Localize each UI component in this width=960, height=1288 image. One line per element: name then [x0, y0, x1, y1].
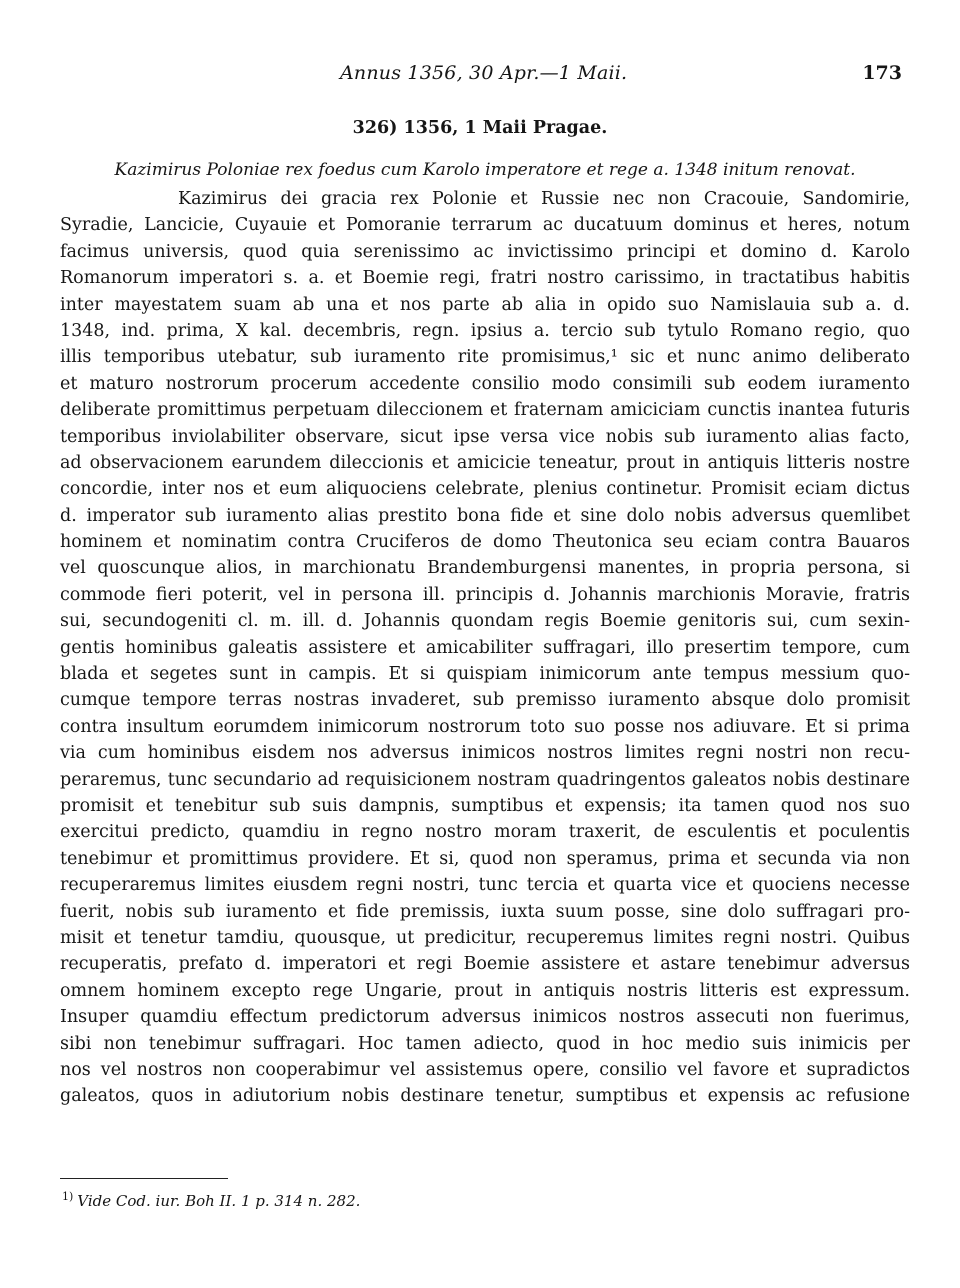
- footnote-rule: [60, 1178, 228, 1179]
- text-line: galeatos, quos in adiutorium nobis destinare tenetur, sumptibus et expensis ac refusione: [60, 1086, 910, 1107]
- text-line: exercitui predicto, quamdiu in regno nostro moram traxerit, de esculentis et poculentis: [60, 822, 910, 843]
- text-line: inter mayestatem suam ab una et nos parte ab alia in opido suo Namislauia sub a. d.: [60, 294, 910, 315]
- text-line: sibi non tenebimur suffragari. Hoc tamen adiecto, quod in hoc medio suis inimicis per: [60, 1033, 910, 1054]
- text-line: commode fieri poterit, vel in persona ill. principis d. Johannis marchionis Moravie, fratris: [60, 584, 910, 605]
- text-line: concordie, inter nos et eum aliquociens celebrate, plenius continetur. Promisit eciam dictus: [60, 479, 910, 500]
- text-line: misit et tenetur tamdiu, quousque, ut predicitur, recuperemus limites regni nostri. Quibus: [60, 927, 910, 948]
- text-line: temporibus inviolabiliter observare, sicut ipse versa vice nobis sub iuramento alias facto,: [60, 426, 910, 447]
- text-line: 1348, ind. prima, X kal. decembris, regn. ipsius a. tercio sub tytulo Romano regio, quo: [60, 320, 910, 341]
- text-line: illis temporibus utebatur, sub iuramento rite promisimus,¹ sic et nunc animo deliberato: [60, 347, 910, 368]
- entry-regest: Kazimirus Poloniae rex foedus cum Karolo imperatore et rege a. 1348 initum renovat.: [114, 160, 856, 180]
- text-line: gentis hominibus galeatis assistere et amicabiliter suffragari, illo presertim tempore, cum: [60, 637, 910, 658]
- text-line: nos vel nostros non cooperabimur vel assistemus opere, consilio vel favore et supradictos: [60, 1059, 910, 1080]
- text-line: blada et segetes sunt in campis. Et si quispiam inimicorum ante tempus messium quo-: [60, 664, 910, 685]
- footnote-mark: 1): [62, 1190, 74, 1203]
- text-line: recuperatis, prefato d. imperatori et regi Boemie assistere et astare tenebimur adversus: [60, 954, 910, 975]
- page-number: 173: [862, 62, 902, 84]
- footnote-text: Vide Cod. iur. Boh II. 1 p. 314 n. 282.: [77, 1192, 361, 1210]
- text-line: vel quoscunque alios, in marchionatu Brandemburgensi manentes, in propria persona, si: [60, 558, 910, 579]
- document-body: [60, 186, 910, 1110]
- text-line: fuerit, nobis sub iuramento et fide premissis, iuxta suum posse, sine dolo suffragari pro-: [60, 901, 910, 922]
- text-line: sui, secundogeniti cl. m. ill. d. Johannis quondam regis Boemie genitoris sui, cum sexin-: [60, 611, 910, 632]
- text-line: via cum hominibus eisdem nos adversus inimicos nostros limites regni nostri non recu-: [60, 743, 910, 764]
- text-line: Romanorum imperatori s. a. et Boemie regi, fratri nostro carissimo, in tractatibus habitis: [60, 268, 910, 289]
- running-head: Annus 1356, 30 Apr.—1 Maii.: [340, 62, 628, 84]
- text-line: et maturo nostrorum procerum accedente consilio modo consimili sub eodem iuramento: [60, 373, 910, 394]
- text-line: facimus universis, quod quia serenissimo ac invictissimo principi et domino d. Karolo: [60, 241, 910, 262]
- text-line: ad observacionem earundem dileccionis et amicicie teneatur, prout in antiquis litteris nostre: [60, 452, 910, 473]
- text-line: omnem hominem excepto rege Ungarie, prout in antiquis nostris litteris est expressum.: [60, 980, 910, 1001]
- text-line: d. imperator sub iuramento alias prestito bona fide et sine dolo nobis adversus quemlibet: [60, 505, 910, 526]
- text-line: Kazimirus dei gracia rex Polonie et Russie nec non Cracouie, Sandomirie,: [178, 189, 910, 209]
- text-line: deliberate promittimus perpetuam dileccionem et fraternam amiciciam cunctis inantea futuris: [60, 400, 910, 421]
- text-line: recuperaremus limites eiusdem regni nostri, tunc tercia et quarta vice et quociens necesse: [60, 875, 910, 896]
- text-line: promisit et tenebitur sub suis dampnis, sumptibus et expensis; ita tamen quod nos suo: [60, 795, 910, 816]
- text-line: contra insultum eorumdem inimicorum nostrorum toto suo posse nos adiuvare. Et si prima: [60, 716, 910, 737]
- entry-heading: 326) 1356, 1 Maii Pragae.: [352, 118, 608, 138]
- text-line: peraremus, tunc secundario ad requisicionem nostram quadringentos galeatos nobis destinare: [60, 769, 910, 790]
- text-line: tenebimur et promittimus providere. Et si, quod non speramus, prima et secunda via non: [60, 848, 910, 869]
- footnote: [62, 1190, 360, 1210]
- text-line: Insuper quamdiu effectum predictorum adversus inimicos nostros assecuti non fuerimus,: [60, 1007, 910, 1028]
- text-line: Syradie, Lancicie, Cuyauie et Pomoranie terrarum ac ducatuum dominus et heres, notum: [60, 215, 910, 236]
- text-line: hominem et nominatim contra Cruciferos de domo Theutonica seu eciam contra Bauaros: [60, 532, 910, 553]
- text-line: cumque tempore terras nostras invaderet, sub premisso iuramento absque dolo promisit: [60, 690, 910, 711]
